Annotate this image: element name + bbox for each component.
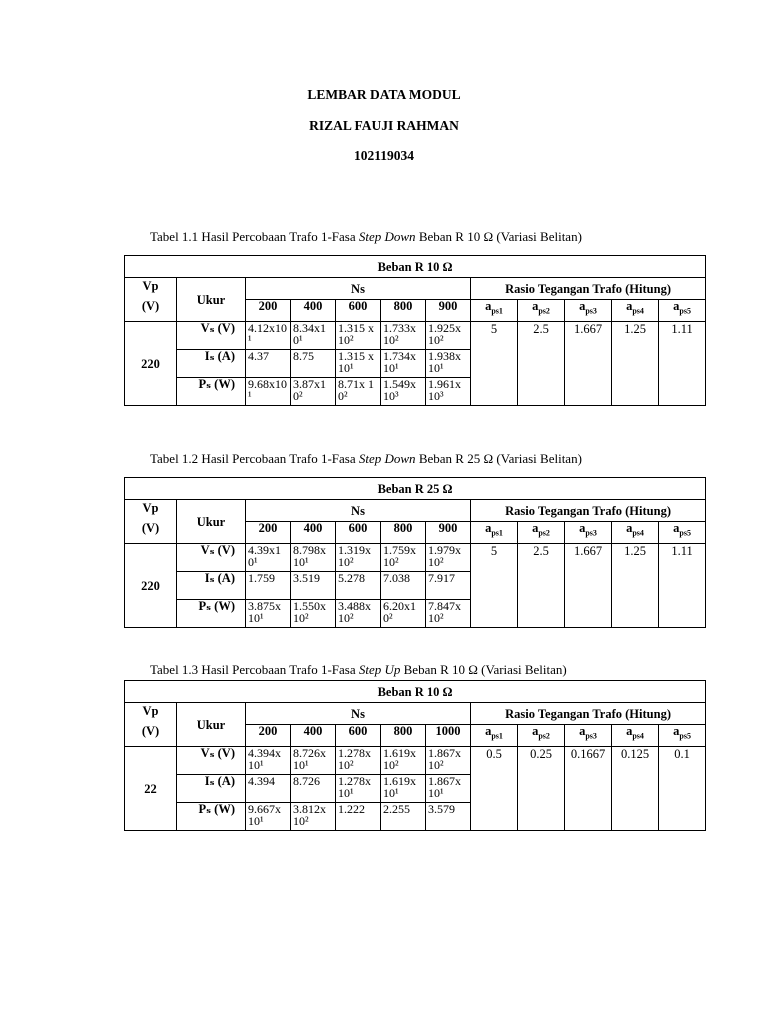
measure-label	[177, 544, 246, 572]
aps-label: $a_{ps1}$	[485, 724, 503, 741]
ns-value: 800	[381, 725, 426, 747]
measure-value: 1.759x 10²	[381, 544, 426, 572]
measure-value: 5.278	[336, 572, 381, 600]
measure-label	[177, 350, 246, 378]
aps-label: $a_{ps2}$	[532, 724, 550, 741]
ratio-value: 1.667	[565, 322, 612, 406]
measure-value: 1.315 x10¹	[336, 350, 381, 378]
measure-value: 1.315 x10²	[336, 322, 381, 350]
is-label: Iₛ (A)	[204, 774, 235, 788]
caption-prefix: Tabel 1.2 Hasil Percobaan Trafo 1-Fasa	[150, 451, 359, 466]
measure-value: 1.961x 10³	[426, 378, 471, 406]
measure-value: 3.87x1 0²	[291, 378, 336, 406]
vp-unit: (V)	[141, 724, 160, 738]
measure-value: 1.278x 10²	[336, 747, 381, 775]
vp-unit: (V)	[141, 521, 160, 535]
ukur-header: Ukur	[177, 703, 246, 747]
measure-value: 6.20x1 0²	[381, 600, 426, 628]
data-table	[124, 255, 706, 406]
ps-label: Pₛ (W)	[198, 802, 235, 816]
ns-value: 800	[381, 300, 426, 322]
ns-header: Ns	[246, 278, 471, 300]
aps-header	[612, 725, 659, 747]
aps-label: $a_{ps4}$	[626, 521, 644, 538]
aps-header	[518, 300, 565, 322]
ratio-value: 5	[471, 544, 518, 628]
measure-value: 8.726	[291, 775, 336, 803]
ps-label: Pₛ (W)	[198, 377, 235, 391]
measure-value: 1.222	[336, 803, 381, 831]
ns-value: 600	[336, 522, 381, 544]
ratio-value: 5	[471, 322, 518, 406]
data-table	[124, 477, 706, 628]
aps-label: $a_{ps5}$	[673, 299, 691, 316]
aps-label: $a_{ps3}$	[579, 724, 597, 741]
caption-mode: Step Down	[358, 229, 416, 244]
aps-header	[659, 725, 706, 747]
ratio-value: 2.5	[518, 322, 565, 406]
vp-header	[125, 703, 177, 747]
ns-value: 200	[246, 300, 291, 322]
ratio-value: 0.25	[518, 747, 565, 831]
measure-value: 1.619x 10¹	[381, 775, 426, 803]
aps-header	[565, 725, 612, 747]
aps-header	[612, 522, 659, 544]
measure-label	[177, 803, 246, 831]
ukur-header: Ukur	[177, 278, 246, 322]
document-title: LEMBAR DATA MODUL	[307, 87, 461, 102]
vs-label: Vₛ (V)	[200, 746, 235, 760]
aps-label: $a_{ps4}$	[626, 724, 644, 741]
caption-prefix: Tabel 1.1 Hasil Percobaan Trafo 1-Fasa	[150, 229, 359, 244]
ns-value: 200	[246, 725, 291, 747]
ps-label: Pₛ (W)	[198, 599, 235, 613]
measure-value: 9.667x 10¹	[246, 803, 291, 831]
vp-unit: (V)	[141, 299, 160, 313]
rasio-header: Rasio Tegangan Trafo (Hitung)	[471, 278, 706, 300]
ratio-value: 0.1	[659, 747, 706, 831]
ns-value: 800	[381, 522, 426, 544]
measure-value: 7.038	[381, 572, 426, 600]
measure-value: 1.925x 10²	[426, 322, 471, 350]
aps-header	[471, 300, 518, 322]
vp-label: Vp	[142, 704, 159, 718]
measure-label	[177, 572, 246, 600]
measure-value: 1.979x 10²	[426, 544, 471, 572]
rasio-header: Rasio Tegangan Trafo (Hitung)	[471, 500, 706, 522]
vp-value: 220	[125, 544, 177, 628]
ns-value: 400	[291, 725, 336, 747]
measure-value: 8.798x 10¹	[291, 544, 336, 572]
measure-value: 1.759	[246, 572, 291, 600]
caption-suffix: Beban R 10 Ω (Variasi Belitan)	[415, 229, 582, 244]
table-caption	[150, 451, 582, 467]
measure-value: 1.733x 10²	[381, 322, 426, 350]
aps-label: $a_{ps5}$	[673, 521, 691, 538]
beban-header: Beban R 10 Ω	[125, 681, 706, 703]
measure-label	[177, 378, 246, 406]
caption-prefix: Tabel 1.3 Hasil Percobaan Trafo 1-Fasa	[150, 662, 359, 677]
ns-value: 900	[426, 300, 471, 322]
measure-value: 1.549x 10³	[381, 378, 426, 406]
measure-label	[177, 600, 246, 628]
ns-header: Ns	[246, 703, 471, 725]
measure-value: 4.394	[246, 775, 291, 803]
measure-value: 8.726x 10¹	[291, 747, 336, 775]
ratio-value: 1.667	[565, 544, 612, 628]
ratio-value: 0.1667	[565, 747, 612, 831]
table-caption	[150, 229, 582, 245]
ns-value: 1000	[426, 725, 471, 747]
vp-value: 220	[125, 322, 177, 406]
aps-header	[471, 522, 518, 544]
measure-value: 4.39x1 0¹	[246, 544, 291, 572]
ratio-value: 2.5	[518, 544, 565, 628]
measure-value: 1.619x 10²	[381, 747, 426, 775]
ns-value: 600	[336, 300, 381, 322]
caption-suffix: Beban R 25 Ω (Variasi Belitan)	[415, 451, 582, 466]
measure-value: 1.319x 10²	[336, 544, 381, 572]
ukur-header: Ukur	[177, 500, 246, 544]
beban-header: Beban R 10 Ω	[125, 256, 706, 278]
ratio-value: 0.125	[612, 747, 659, 831]
measure-value: 1.867x 10²	[426, 747, 471, 775]
ns-value: 400	[291, 522, 336, 544]
caption-suffix: Beban R 10 Ω (Variasi Belitan)	[400, 662, 567, 677]
vp-header	[125, 278, 177, 322]
ratio-value: 1.25	[612, 544, 659, 628]
aps-label: $a_{ps5}$	[673, 724, 691, 741]
measure-value: 3.488x 10²	[336, 600, 381, 628]
ratio-value: 1.11	[659, 322, 706, 406]
aps-label: $a_{ps2}$	[532, 299, 550, 316]
student-id: 102119034	[353, 148, 414, 163]
vs-label: Vₛ (V)	[200, 543, 235, 557]
aps-header	[471, 725, 518, 747]
caption-mode: Step Down	[358, 451, 416, 466]
beban-header: Beban R 25 Ω	[125, 478, 706, 500]
ns-value: 200	[246, 522, 291, 544]
measure-label	[177, 775, 246, 803]
measure-value: 8.75	[291, 350, 336, 378]
aps-label: $a_{ps4}$	[626, 299, 644, 316]
aps-label: $a_{ps1}$	[485, 521, 503, 538]
measure-value: 8.71x 10²	[336, 378, 381, 406]
table-caption	[150, 662, 567, 678]
measure-value: 1.938x 10¹	[426, 350, 471, 378]
aps-label: $a_{ps3}$	[579, 521, 597, 538]
measure-value: 4.37	[246, 350, 291, 378]
aps-header	[518, 522, 565, 544]
measure-value: 7.917	[426, 572, 471, 600]
ratio-value: 1.11	[659, 544, 706, 628]
ns-value: 900	[426, 522, 471, 544]
aps-label: $a_{ps2}$	[532, 521, 550, 538]
vp-label: Vp	[142, 279, 159, 293]
vs-label: Vₛ (V)	[200, 321, 235, 335]
is-label: Iₛ (A)	[204, 571, 235, 585]
measure-value: 7.847x 10²	[426, 600, 471, 628]
aps-header	[518, 725, 565, 747]
aps-header	[565, 300, 612, 322]
measure-value: 1.867x 10¹	[426, 775, 471, 803]
vp-label: Vp	[142, 501, 159, 515]
measure-label	[177, 322, 246, 350]
measure-value: 3.579	[426, 803, 471, 831]
measure-value: 3.812x 10²	[291, 803, 336, 831]
ns-value: 600	[336, 725, 381, 747]
measure-value: 9.68x10¹	[246, 378, 291, 406]
measure-label	[177, 747, 246, 775]
aps-label: $a_{ps1}$	[485, 299, 503, 316]
measure-value: 1.734x 10¹	[381, 350, 426, 378]
measure-value: 1.278x 10¹	[336, 775, 381, 803]
aps-header	[659, 522, 706, 544]
is-label: Iₛ (A)	[204, 349, 235, 363]
ratio-value: 1.25	[612, 322, 659, 406]
aps-header	[659, 300, 706, 322]
data-table	[124, 680, 706, 831]
measure-value: 3.875x 10¹	[246, 600, 291, 628]
ns-value: 400	[291, 300, 336, 322]
caption-mode: Step Up	[358, 662, 401, 677]
measure-value: 2.255	[381, 803, 426, 831]
vp-value: 22	[125, 747, 177, 831]
rasio-header: Rasio Tegangan Trafo (Hitung)	[471, 703, 706, 725]
ratio-value: 0.5	[471, 747, 518, 831]
aps-header	[565, 522, 612, 544]
student-name: RIZAL FAUJI RAHMAN	[309, 118, 459, 133]
measure-value: 3.519	[291, 572, 336, 600]
aps-header	[612, 300, 659, 322]
measure-value: 1.550x 10²	[291, 600, 336, 628]
measure-value: 4.394x 10¹	[246, 747, 291, 775]
measure-value: 8.34x1 0¹	[291, 322, 336, 350]
ns-header: Ns	[246, 500, 471, 522]
vp-header	[125, 500, 177, 544]
measure-value: 4.12x10¹	[246, 322, 291, 350]
aps-label: $a_{ps3}$	[579, 299, 597, 316]
